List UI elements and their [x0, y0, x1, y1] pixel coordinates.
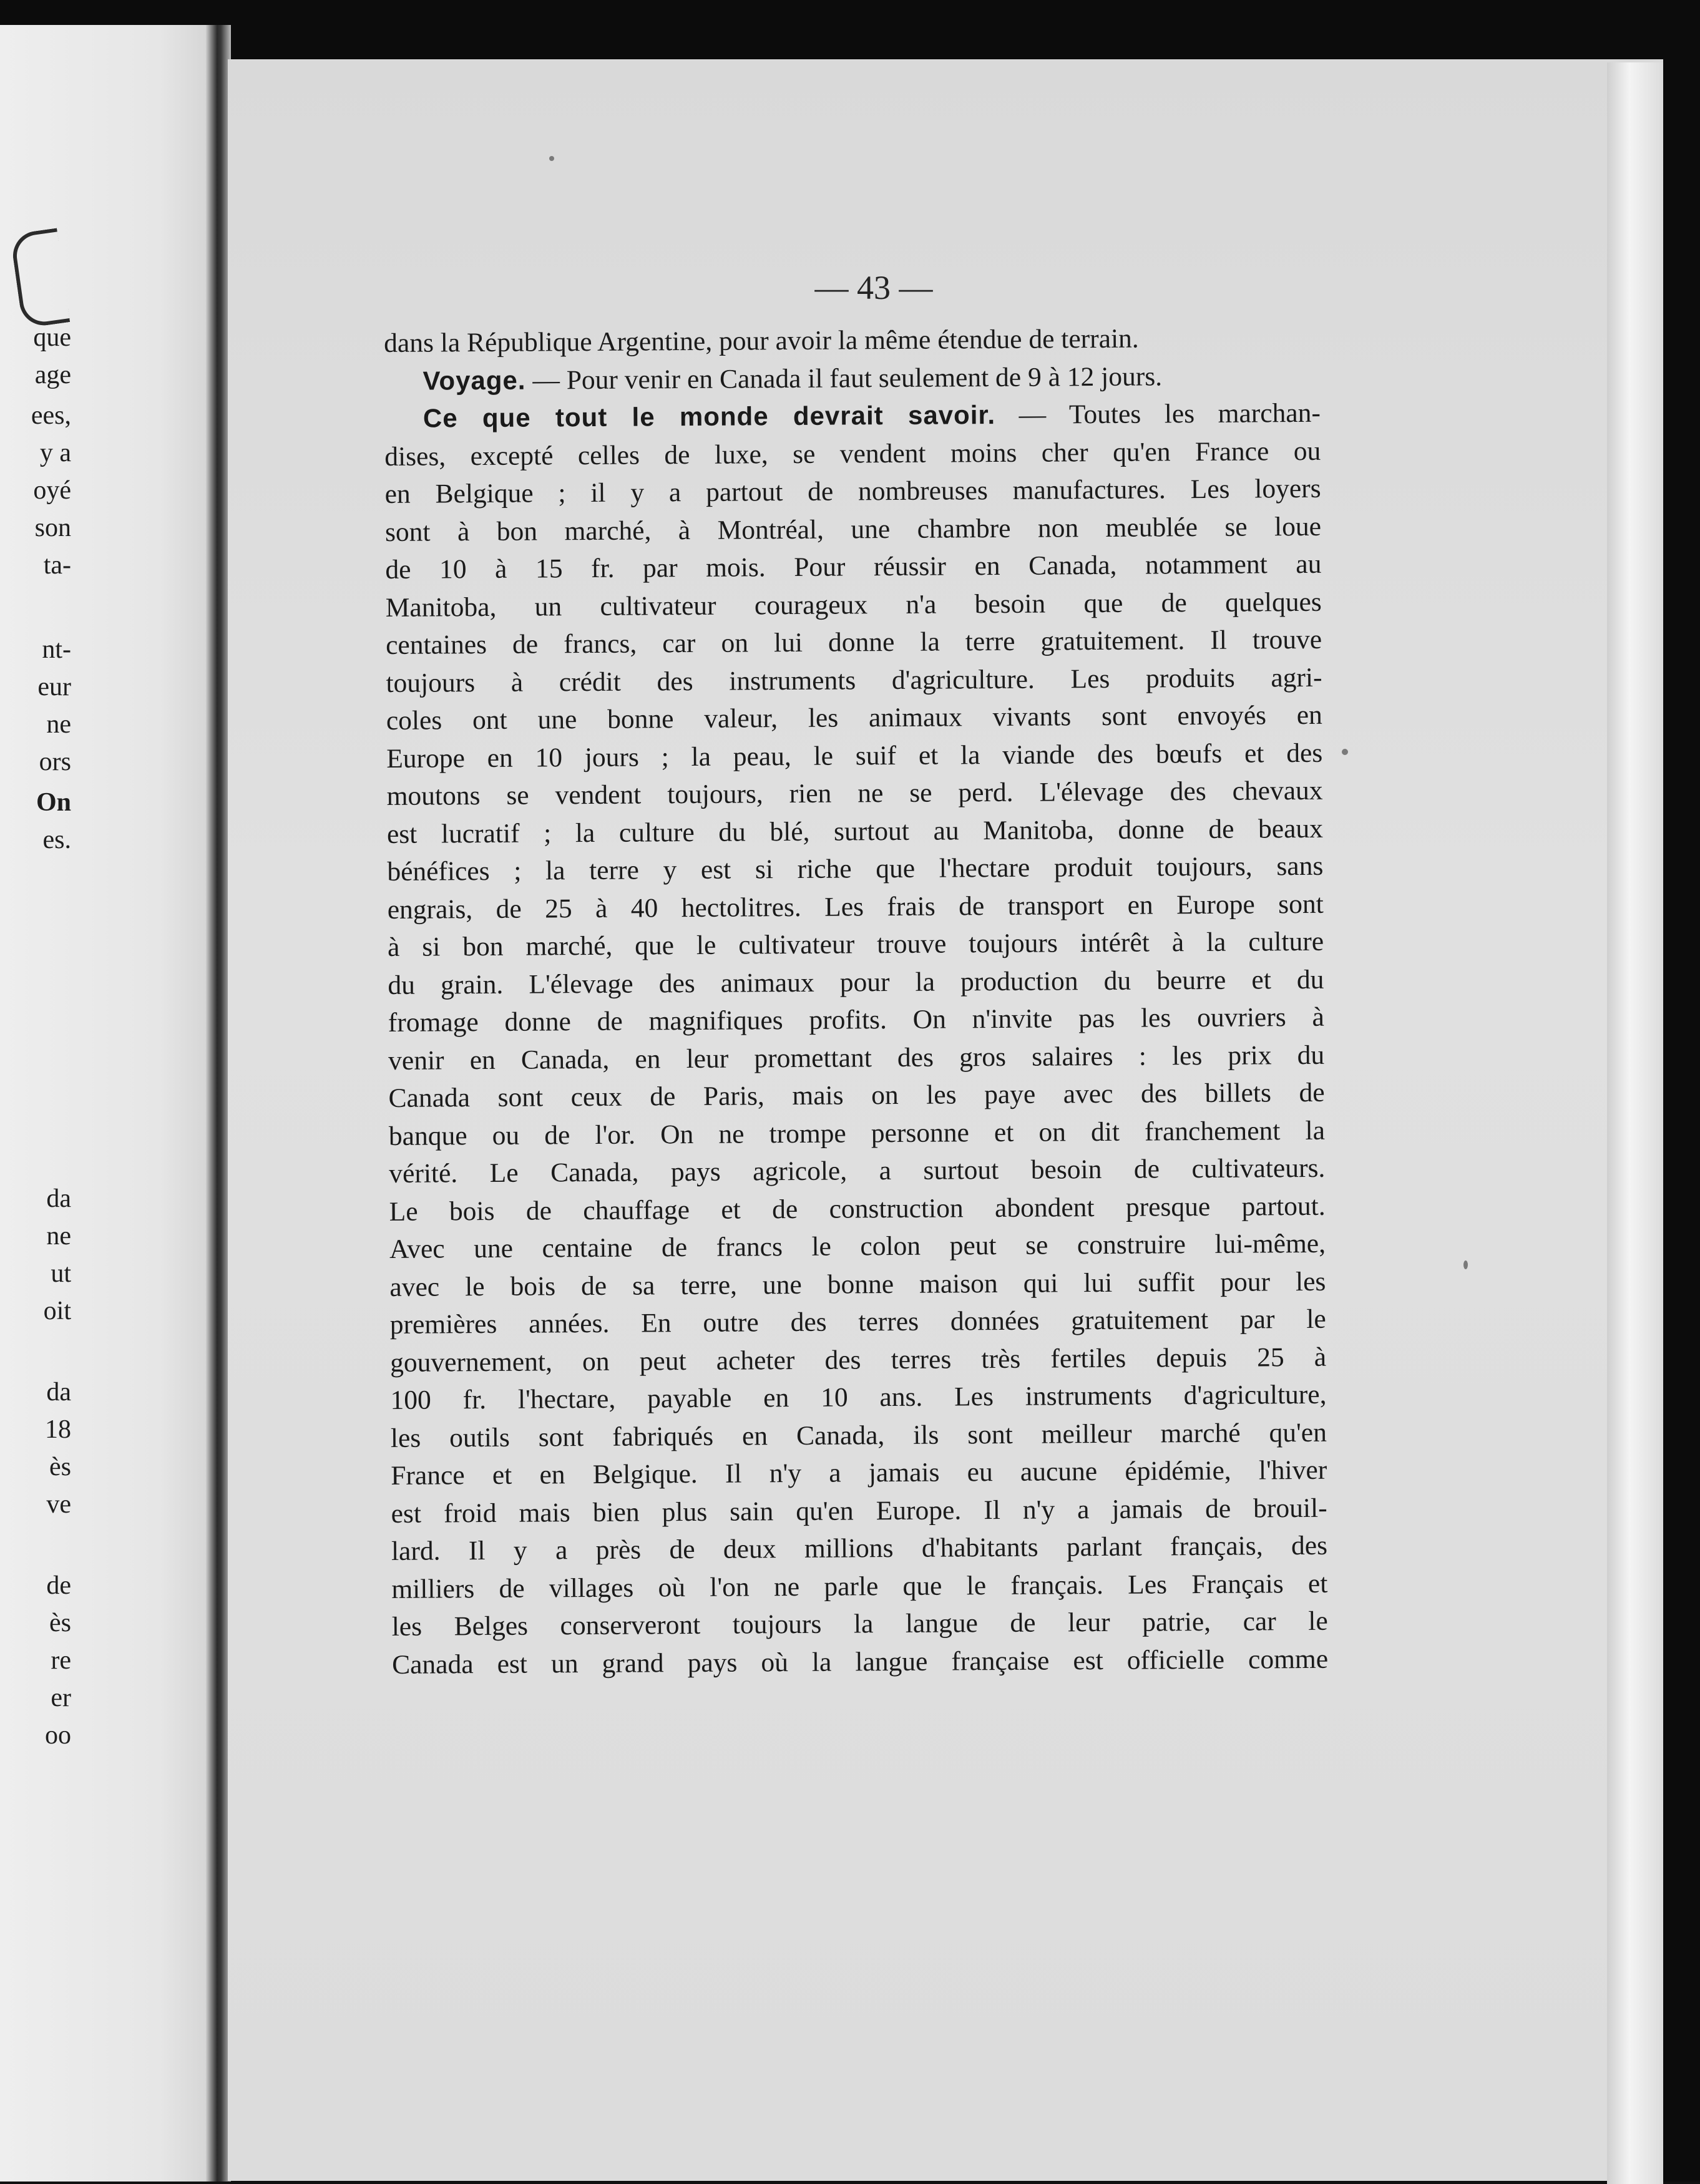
previous-page-line-end: da — [46, 1184, 71, 1213]
previous-page-line-end: da — [46, 1378, 71, 1406]
line-text: lard. Il y a près de deux millions d'habitants parlant français, des — [391, 1530, 1328, 1566]
previous-page-line-end: ne — [46, 1222, 71, 1250]
previous-page-line-end: ve — [46, 1490, 71, 1519]
text-line — [389, 1225, 1326, 1269]
line-text: Canada sont ceux de Paris, mais on les paye avec des billets de — [388, 1077, 1325, 1113]
text-line — [387, 847, 1323, 891]
previous-page-line-end: nt- — [42, 635, 71, 664]
text-line — [387, 809, 1323, 853]
text-line — [390, 1376, 1326, 1420]
text-line — [392, 1602, 1328, 1646]
text-line — [391, 1564, 1327, 1608]
line-text: Manitoba, un cultivateur courageux n'a besoin que de quelques — [385, 587, 1322, 623]
text-line — [391, 1451, 1327, 1495]
previous-page-line-end: ne — [46, 710, 71, 739]
text-line — [390, 1338, 1326, 1382]
text-line — [384, 432, 1321, 475]
line-text: — Toutes les marchan- — [995, 397, 1321, 431]
text-line — [388, 960, 1324, 1004]
line-text: banque ou de l'or. On ne trompe personne et on dit franchement la — [388, 1115, 1326, 1151]
line-text: milliers de villages où l'on ne parle que le français. Les Français et — [391, 1568, 1328, 1604]
line-text: en Belgique ; il y a partout de nombreuses manufactures. Les loyers — [384, 473, 1321, 509]
line-text: Canada est un grand pays où la langue française est officielle comme — [391, 1644, 1329, 1680]
text-line — [392, 1640, 1328, 1684]
line-text: à si bon marché, que le cultivateur trouve toujours intérêt à la culture — [387, 926, 1324, 962]
previous-page-line-end: oo — [45, 1721, 71, 1750]
previous-page-line-end: re — [51, 1646, 71, 1675]
text-line — [388, 1036, 1324, 1080]
line-text: bénéfices ; la terre y est si riche que l'hectare produit toujours, sans — [387, 851, 1324, 887]
text-line — [386, 658, 1322, 702]
line-text: est froid mais bien plus sain qu'en Europe. Il n'y a jamais de brouil- — [391, 1493, 1327, 1529]
text-line — [385, 545, 1321, 589]
text-line — [391, 1413, 1327, 1457]
section-heading: Ce que tout le monde devrait savoir. — [423, 400, 996, 433]
text-line — [386, 621, 1322, 665]
line-text: les Belges conserveront toujours la langue de leur patrie, car le — [391, 1606, 1328, 1642]
previous-page-text-fragments — [0, 25, 228, 2182]
page-number: — 43 — — [814, 269, 933, 306]
previous-page-line-end: de — [46, 1571, 71, 1600]
text-line — [391, 1527, 1327, 1571]
line-text: centaines de francs, car on lui donne la terre gratuitement. Il trouve — [385, 624, 1322, 660]
line-text: du grain. L'élevage des animaux pour la production du beurre et du — [388, 964, 1324, 1000]
text-line — [389, 1111, 1325, 1155]
text-line — [388, 885, 1324, 929]
section-heading: Voyage. — [423, 365, 526, 396]
line-text: Le bois de chauffage et de construction abondent presque partout. — [389, 1191, 1326, 1227]
text-line — [384, 356, 1320, 400]
text-line — [386, 696, 1322, 740]
previous-page-line-end: age — [34, 361, 71, 389]
line-text: vérité. Le Canada, pays agricole, a surtout besoin de cultivateurs. — [389, 1153, 1326, 1189]
line-text: sont à bon marché, à Montréal, une chambre non meublée se loue — [384, 511, 1322, 547]
line-text: France et en Belgique. Il n'y a jamais eu aucune épidémie, l'hiver — [391, 1455, 1327, 1491]
text-line — [389, 1187, 1326, 1231]
text-line — [386, 772, 1322, 816]
text-line — [389, 1149, 1325, 1193]
previous-page-line-end: 18 — [45, 1415, 71, 1444]
line-text: venir en Canada, en leur promettant des gros salaires : les prix du — [388, 1040, 1325, 1076]
text-line — [388, 998, 1324, 1042]
previous-page-line-end: ees, — [31, 401, 71, 430]
previous-page-line-end: son — [34, 514, 71, 542]
previous-page-line-end: y a — [39, 439, 71, 467]
text-line — [389, 1262, 1326, 1306]
line-text: Europe en 10 jours ; la peau, le suif et la viande des bœufs et des — [386, 738, 1323, 774]
line-text: dises, excepté celles de luxe, se vendent moins cher qu'en France ou — [384, 436, 1321, 472]
previous-page-line-end: ut — [51, 1259, 71, 1288]
line-text: premières années. En outre des terres données gratuitement par le — [389, 1304, 1326, 1340]
line-text: Avec une centaine de francs le colon peut se construire lui-même, — [389, 1228, 1326, 1264]
previous-page-line-end: es. — [42, 826, 71, 854]
line-text: toujours à crédit des instruments d'agriculture. Les produits agri- — [386, 662, 1322, 698]
line-text: gouvernement, on peut acheter des terres très fertiles depuis 25 à — [390, 1342, 1327, 1378]
body-text — [384, 319, 1328, 1684]
text-line — [384, 470, 1321, 514]
line-text: est lucratif ; la culture du blé, surtout au Manitoba, donne de beaux — [386, 813, 1324, 849]
line-text: les outils sont fabriqués en Canada, ils sont meilleur marché qu'en — [390, 1417, 1327, 1453]
previous-page-line-end: eur — [37, 673, 71, 701]
text-line — [385, 507, 1321, 551]
text-line — [384, 319, 1320, 363]
previous-page-line-end: ès — [49, 1453, 71, 1481]
paper-speck — [549, 156, 554, 161]
text-line — [386, 734, 1322, 778]
line-text: — Pour venir en Canada il faut seulement de 9 à 12 jours. — [525, 361, 1163, 396]
previous-page-line-end: que — [33, 323, 71, 352]
text-line — [388, 1074, 1324, 1118]
line-text: avec le bois de sa terre, une bonne maison qui lui suffit pour les — [389, 1266, 1326, 1302]
line-text: fromage donne de magnifiques profits. On n'invite pas les ouvriers à — [388, 1002, 1324, 1038]
text-line — [384, 394, 1321, 438]
text-line — [390, 1300, 1326, 1344]
book-gutter — [206, 25, 231, 2182]
previous-page-line-end: On — [36, 788, 71, 817]
text-line — [386, 583, 1322, 626]
page-edge — [1607, 62, 1663, 2184]
line-text: moutons se vendent toujours, rien ne se perd. L'élevage des chevaux — [386, 775, 1323, 811]
previous-page-line-end: ès — [49, 1609, 71, 1637]
previous-page-line-end: oit — [43, 1297, 71, 1325]
paper-speck — [1463, 1260, 1468, 1269]
previous-page-line-end: ta- — [43, 551, 71, 580]
previous-page — [0, 25, 228, 2182]
line-text: engrais, de 25 à 40 hectolitres. Les frais de transport en Europe sont — [387, 889, 1324, 925]
previous-page-line-end: er — [51, 1684, 71, 1712]
text-line — [388, 923, 1324, 967]
previous-page-line-end: ors — [39, 748, 71, 776]
line-text: de 10 à 15 fr. par mois. Pour réussir en Canada, notamment au — [385, 548, 1322, 585]
paper-speck — [1342, 749, 1348, 755]
line-text: dans la République Argentine, pour avoir la même étendue de terrain. — [384, 323, 1139, 358]
text-line — [391, 1489, 1327, 1533]
line-text: coles ont une bonne valeur, les animaux vivants sont envoyés en — [386, 700, 1322, 736]
previous-page-line-end: oyé — [33, 476, 71, 505]
line-text: 100 fr. l'hectare, payable en 10 ans. Les instruments d'agriculture, — [390, 1379, 1327, 1415]
